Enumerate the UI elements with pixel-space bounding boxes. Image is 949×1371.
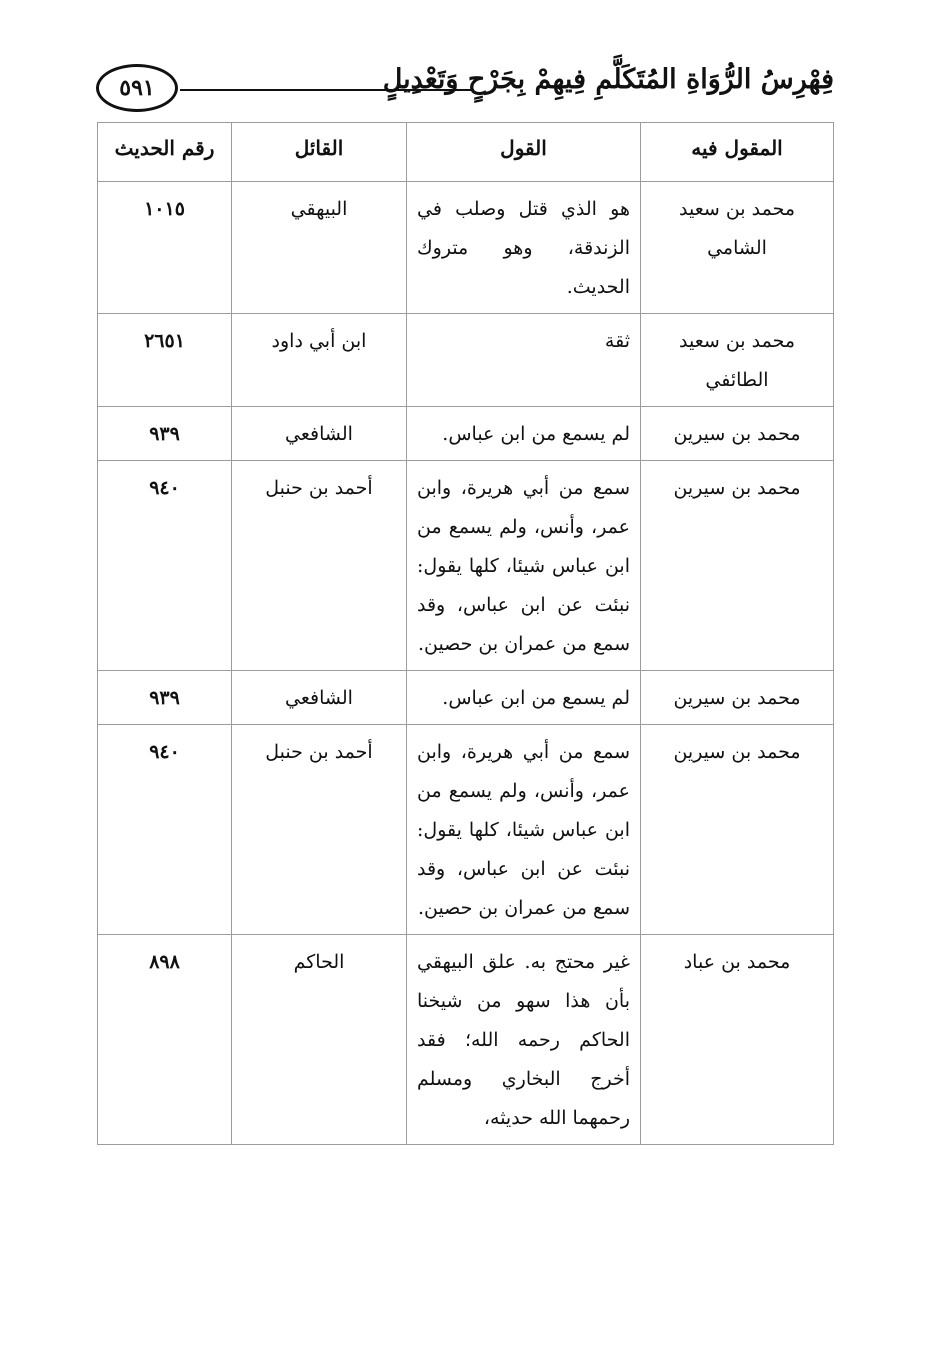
cell-speaker: الشافعي xyxy=(232,671,407,725)
cell-saying: سمع من أبي هريرة، وابن عمر، وأنس، ولم يسمع من ابن عباس شيئا، كلها يقول: نبئت عن ابن عباس، وقد سمع من عمران بن حصين. xyxy=(407,725,641,935)
page-header xyxy=(96,58,834,120)
cell-saying: لم يسمع من ابن عباس. xyxy=(407,671,641,725)
cell-speaker: الشافعي xyxy=(232,407,407,461)
page-number: ٥٩١ xyxy=(96,64,178,112)
table-row xyxy=(98,935,834,1145)
cell-subject: محمد بن عباد xyxy=(641,935,834,1145)
cell-hadith-number: ٩٤٠ xyxy=(98,461,232,671)
narrators-index-table xyxy=(97,122,834,1145)
column-header-speaker: القائل xyxy=(232,123,407,182)
cell-hadith-number: ٢٦٥١ xyxy=(98,314,232,407)
cell-subject: محمد بن سيرين xyxy=(641,725,834,935)
cell-saying: هو الذي قتل وصلب في الزندقة، وهو متروك الحديث. xyxy=(407,182,641,314)
column-header-hadith-number: رقم الحديث xyxy=(98,123,232,182)
cell-speaker: أحمد بن حنبل xyxy=(232,725,407,935)
table-row xyxy=(98,725,834,935)
column-header-saying: القول xyxy=(407,123,641,182)
table-header-row xyxy=(98,123,834,182)
cell-hadith-number: ٩٤٠ xyxy=(98,725,232,935)
cell-hadith-number: ٩٣٩ xyxy=(98,407,232,461)
table-row xyxy=(98,182,834,314)
cell-speaker: البيهقي xyxy=(232,182,407,314)
cell-saying: سمع من أبي هريرة، وابن عمر، وأنس، ولم يسمع من ابن عباس شيئا، كلها يقول: نبئت عن ابن عباس، وقد سمع من عمران بن حصين. xyxy=(407,461,641,671)
page-title: فِهْرِسُ الرُّوَاةِ المُتَكَلَّمِ فِيهِمْ بِجَرْحٍ وَتَعْدِيلٍ xyxy=(382,64,834,95)
table-row xyxy=(98,407,834,461)
cell-hadith-number: ٨٩٨ xyxy=(98,935,232,1145)
cell-speaker: أحمد بن حنبل xyxy=(232,461,407,671)
cell-saying: ثقة xyxy=(407,314,641,407)
cell-saying: غير محتج به. علق البيهقي بأن هذا سهو من شيخنا الحاكم رحمه الله؛ فقد أخرج البخاري ومسلم رحمهما الله حديثه، xyxy=(407,935,641,1145)
cell-speaker: ابن أبي داود xyxy=(232,314,407,407)
cell-hadith-number: ١٠١٥ xyxy=(98,182,232,314)
cell-subject: محمد بن سيرين xyxy=(641,671,834,725)
cell-subject: محمد بن سعيد الشامي xyxy=(641,182,834,314)
cell-hadith-number: ٩٣٩ xyxy=(98,671,232,725)
cell-subject: محمد بن سعيد الطائفي xyxy=(641,314,834,407)
column-header-subject: المقول فيه xyxy=(641,123,834,182)
table-row xyxy=(98,671,834,725)
cell-saying: لم يسمع من ابن عباس. xyxy=(407,407,641,461)
table-row xyxy=(98,314,834,407)
cell-subject: محمد بن سيرين xyxy=(641,461,834,671)
table-row xyxy=(98,461,834,671)
cell-speaker: الحاكم xyxy=(232,935,407,1145)
cell-subject: محمد بن سيرين xyxy=(641,407,834,461)
